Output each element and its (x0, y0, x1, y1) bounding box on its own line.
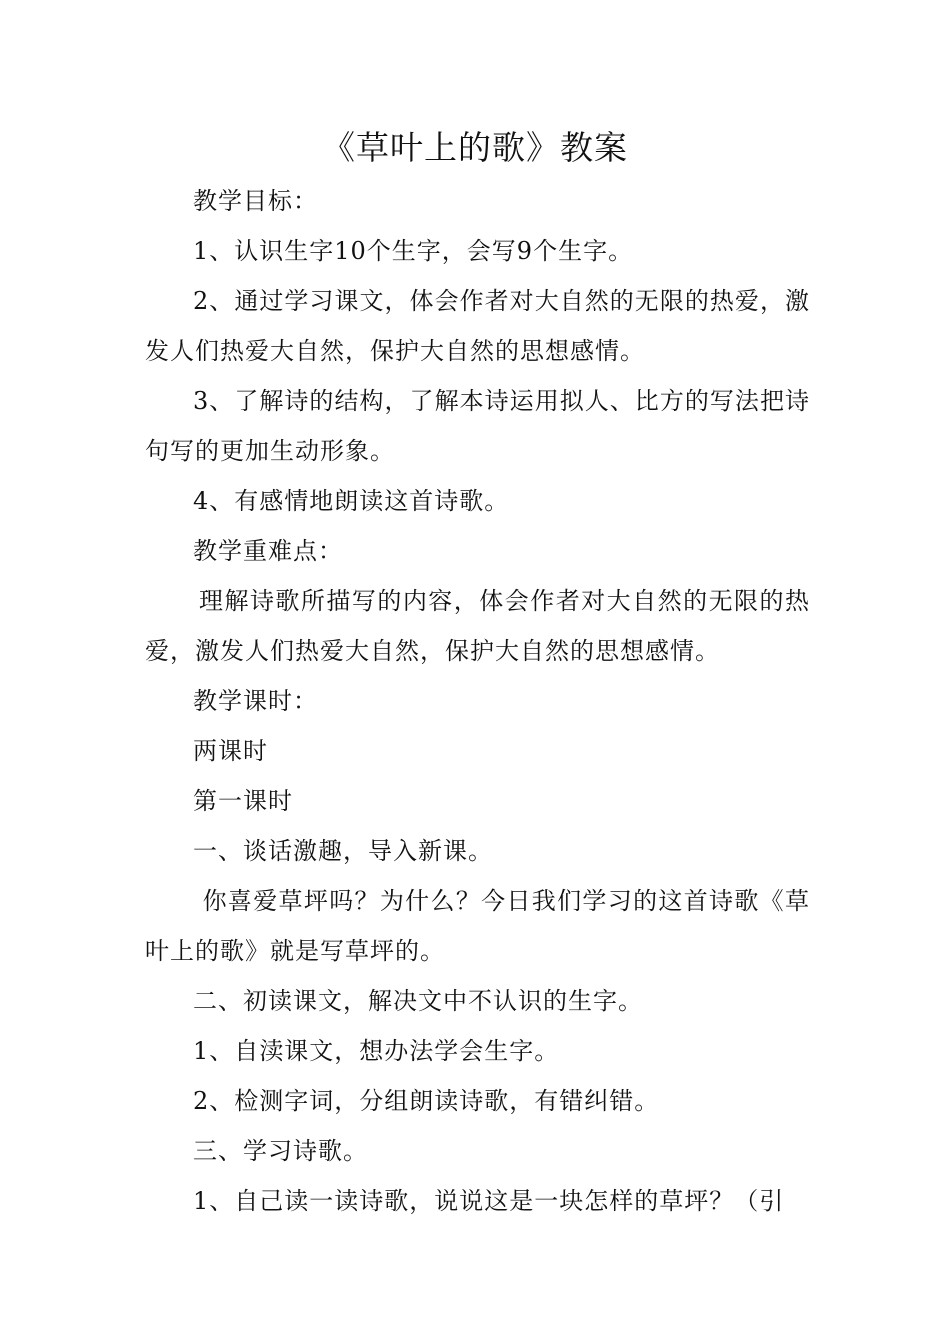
paragraph-objective-3: 3、了解诗的结构，了解本诗运用拟人、比方的写法把诗句写的更加生动形象。 (145, 387, 810, 465)
paragraph-step-2: 2、检测字词，分组朗读诗歌，有错纠错。 (193, 1087, 660, 1115)
document-body (145, 176, 810, 1226)
paragraph-periods: 两课时 (193, 737, 268, 765)
paragraph-section-2: 二、初读课文，解决文中不认识的生字。 (193, 987, 643, 1015)
paragraph-key-points: 理解诗歌所描写的内容，体会作者对大自然的无限的热爱，激发人们热爱大自然，保护大自然的思想感情。 (145, 587, 810, 665)
paragraph-section-1: 一、谈话激趣，导入新课。 (193, 837, 493, 865)
paragraph-objective-2: 2、通过学习课文，体会作者对大自然的无限的热爱，激发人们热爱大自然，保护大自然的思想感情。 (145, 287, 810, 365)
document-title: 《草叶上的歌》教案 (322, 128, 628, 167)
paragraph-step-1: 1、自渎课文，想办法学会生字。 (193, 1037, 560, 1065)
paragraph-key-points-heading: 教学重难点： (193, 537, 343, 565)
paragraph-first-period: 第一课时 (193, 787, 293, 815)
paragraph-objective-1: 1、认识生字10个生字，会写9个生字。 (193, 237, 634, 265)
paragraph-periods-heading: 教学课时： (193, 687, 318, 715)
paragraph-objectives-heading: 教学目标： (193, 187, 318, 215)
paragraph-section-3-step-1: 1、自己读一读诗歌，说说这是一块怎样的草坪？（引 (193, 1187, 785, 1215)
paragraph-section-3: 三、学习诗歌。 (193, 1137, 368, 1165)
paragraph-objective-4: 4、有感情地朗读这首诗歌。 (193, 487, 510, 515)
paragraph-intro-question: 你喜爱草坪吗？为什么？今日我们学习的这首诗歌《草叶上的歌》就是写草坪的。 (145, 887, 810, 965)
